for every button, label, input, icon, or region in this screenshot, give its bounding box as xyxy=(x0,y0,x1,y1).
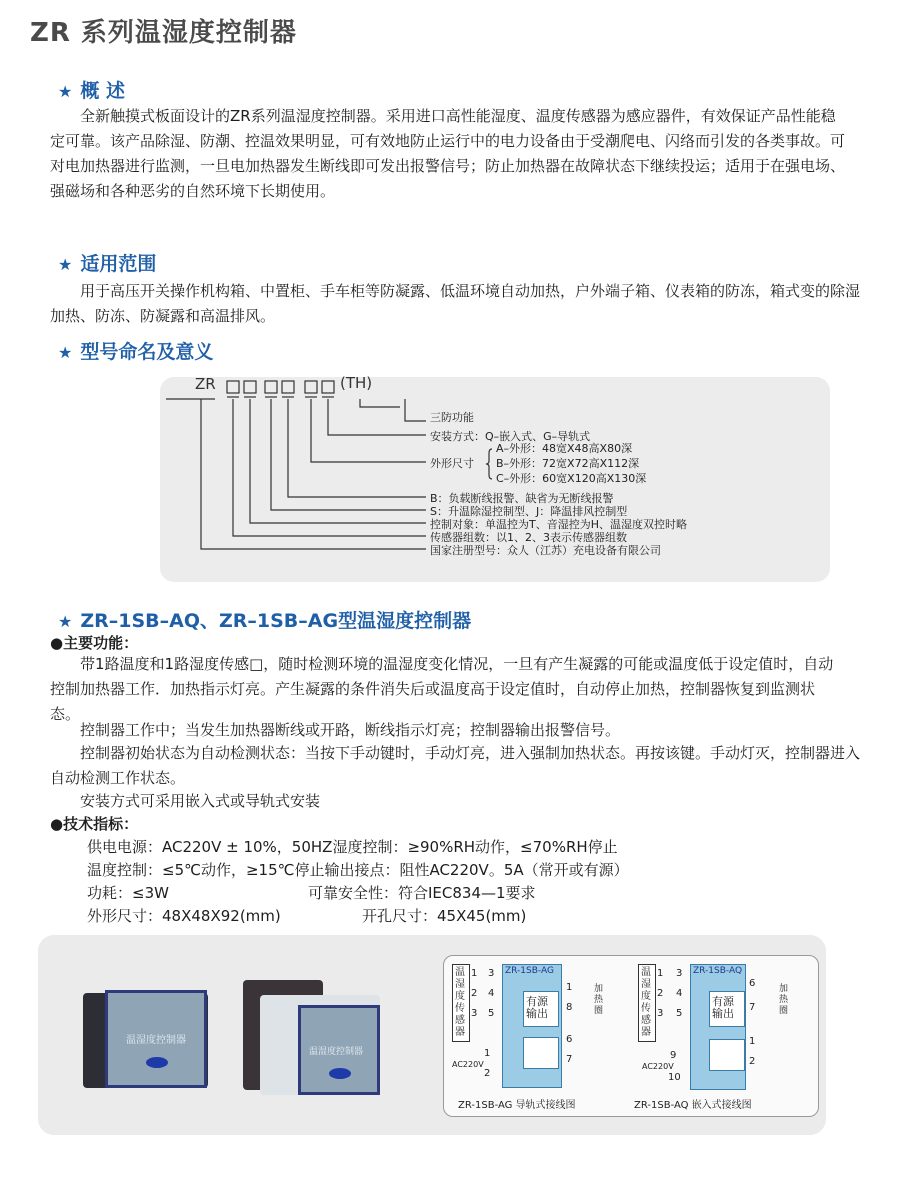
pin: 10 xyxy=(668,1072,681,1083)
rail-controller-body xyxy=(260,995,380,1095)
pin: 1 xyxy=(484,1048,491,1059)
sensor-box: 温湿度传感器 xyxy=(638,964,656,1042)
scope-text: 用于高压开关操作机构箱、中置柜、手车柜等防凝露、低温环境自动加热，户外端子箱、仪表箱的防冻，箱式变的除湿加热、防冻、防凝露和高温排风。 xyxy=(50,282,861,325)
legend-item: 传感器组数：以1、2、3表示传感器组数 xyxy=(430,531,627,544)
spec-safety: 可靠安全性：符合IEC834—1要求 xyxy=(308,884,536,902)
product-image-panel xyxy=(38,935,826,1135)
pin: 6 xyxy=(749,978,756,989)
aq-module xyxy=(690,964,746,1090)
spec-line: 温度控制：≤5℃动作，≥15℃停止输出接点：阻性AC220V。5A（常开或有源） xyxy=(87,861,629,879)
pin: 9 xyxy=(670,1050,677,1061)
star-icon: ★ xyxy=(58,255,73,274)
pin: 4 xyxy=(676,988,683,999)
manual-button-icon xyxy=(329,1068,351,1079)
ag-module xyxy=(502,964,562,1088)
aq-output-box xyxy=(709,991,745,1027)
legend-item: 三防功能 xyxy=(430,411,474,424)
ag-output-box xyxy=(523,991,559,1027)
code-prefix: ZR xyxy=(195,375,216,393)
spec-line: 供电电源：AC220V ± 10%，50HZ湿度控制：≥90%RH动作，≤70%RH停止 xyxy=(87,838,618,856)
power-label: AC220V xyxy=(642,1062,674,1071)
pin: 1 xyxy=(471,968,478,979)
manual-button-icon xyxy=(146,1057,168,1068)
aq-output-label: 有源输出 xyxy=(712,995,734,1020)
star-icon: ★ xyxy=(58,612,73,631)
function-text: 带1路温度和1路湿度传感□，随时检测环境的温湿度变化情况，一旦有产生凝露的可能或温度低于设定值时，自动控制加热器工作．加热指示灯亮。产生凝露的条件消失后或温度高于设定值时，自动停止加热，控制器恢复到监测状态。 xyxy=(50,655,834,723)
spec-power: 功耗：≤3W xyxy=(87,884,169,902)
star-icon: ★ xyxy=(58,82,73,101)
legend-item: C–外形：60宽X120高X130深 xyxy=(496,472,647,485)
legend-item: 安装方式：Q–嵌入式、G–导轨式 xyxy=(430,430,591,443)
overview-heading-text: 概 述 xyxy=(80,80,125,102)
sensor-box: 温湿度传感器 xyxy=(452,964,470,1042)
pin: 1 xyxy=(749,1036,756,1047)
model-naming-diagram xyxy=(160,374,830,582)
pin: 1 xyxy=(657,968,664,979)
product-heading-text: ZR–1SB–AQ、ZR–1SB–AG型温湿度控制器 xyxy=(80,610,472,632)
legend-item: 国家注册型号：众人（江苏）充电设备有限公司 xyxy=(430,544,661,557)
ag-relay-box xyxy=(523,1037,559,1069)
function-text: 安装方式可采用嵌入式或导轨式安装 xyxy=(80,792,321,810)
ag-model: ZR-1SB-AG xyxy=(505,966,554,976)
pin: 5 xyxy=(488,1008,495,1019)
function-text: 控制器初始状态为自动检测状态：当按下手动键时，手动灯亮，进入强制加热状态。再按该键。手动灯灭，控制器进入自动检测工作状态。 xyxy=(50,744,861,787)
legend-item: S：升温除湿控制型、J：降温排风控制型 xyxy=(430,505,628,518)
aq-caption: ZR-1SB-AQ 嵌入式接线图 xyxy=(634,1100,752,1111)
pin: 1 xyxy=(566,982,573,993)
aq-model: ZR-1SB-AQ xyxy=(693,966,743,976)
legend-item: A–外形：48宽X48高X80深 xyxy=(496,442,633,455)
pin: 2 xyxy=(749,1056,756,1067)
legend-item: B：负载断线报警、缺省为无断线报警 xyxy=(430,492,614,505)
heater-label: 加热圈 xyxy=(779,984,789,1016)
pin: 4 xyxy=(488,988,495,999)
naming-heading-text: 型号命名及意义 xyxy=(80,341,214,363)
product-heading xyxy=(58,606,471,633)
pin: 2 xyxy=(484,1068,491,1079)
pin: 6 xyxy=(566,1034,573,1045)
function-text: 控制器工作中；当发生加热器断线或开路，断线指示灯亮；控制器输出报警信号。 xyxy=(80,721,621,739)
pin: 8 xyxy=(566,1002,573,1013)
scope-heading-text: 适用范围 xyxy=(80,253,157,275)
pin: 7 xyxy=(749,1002,756,1013)
spec-cutout: 开孔尺寸：45X45(mm) xyxy=(362,907,527,925)
heater-label: 加热圈 xyxy=(594,984,604,1016)
overview-heading xyxy=(58,76,125,103)
spec-size: 外形尺寸：48X48X92(mm) xyxy=(87,907,281,925)
pin: 2 xyxy=(471,988,478,999)
pin: 3 xyxy=(488,968,495,979)
device-face xyxy=(298,1005,380,1095)
device-face-title: 温湿度控制器 xyxy=(126,1035,186,1046)
ag-caption: ZR-1SB-AG 导轨式接线图 xyxy=(458,1100,576,1111)
star-icon: ★ xyxy=(58,343,73,362)
overview-text: 全新触摸式板面设计的ZR系列温湿度控制器。采用进口高性能湿度、温度传感器为感应器件，有效保证产品性能稳定可靠。该产品除湿、防潮、控温效果明显，可有效地防止运行中的电力设备由于受潮爬电、闪络而引发的各类事故。可对电加热器进行监测，一旦电加热器发生断线即可发出报警信号；防止加热器在故障状态下继续投运；适用于在强电场、强磁场和各种恶劣的自然环境下长期使用。 xyxy=(50,107,846,200)
functions-label: ●主要功能： xyxy=(50,634,139,652)
legend-item: 外形尺寸 xyxy=(430,457,474,470)
pin: 3 xyxy=(676,968,683,979)
code-suffix: (TH) xyxy=(340,374,373,392)
pin: 2 xyxy=(657,988,664,999)
pin: 3 xyxy=(657,1008,664,1019)
legend-item: B–外形：72宽X72高X112深 xyxy=(496,457,640,470)
device-face-title: 温湿度控制器 xyxy=(309,1047,364,1057)
pin: 5 xyxy=(676,1008,683,1019)
scope-heading xyxy=(58,249,156,276)
naming-heading xyxy=(58,337,213,364)
power-label: AC220V xyxy=(452,1060,484,1069)
wiring-diagrams xyxy=(443,955,819,1117)
aq-relay-box xyxy=(709,1039,745,1071)
ag-output-label: 有源输出 xyxy=(526,995,548,1020)
pin: 3 xyxy=(471,1008,478,1019)
legend-item: 控制对象：单温控为T、音湿控为H、温湿度双控时略 xyxy=(430,518,687,531)
device-face xyxy=(105,990,207,1088)
specs-label: ●技术指标： xyxy=(50,815,139,833)
embedded-controller-image xyxy=(83,993,208,1088)
page-title: ZR 系列温湿度控制器 xyxy=(30,18,297,48)
pin: 7 xyxy=(566,1054,573,1065)
